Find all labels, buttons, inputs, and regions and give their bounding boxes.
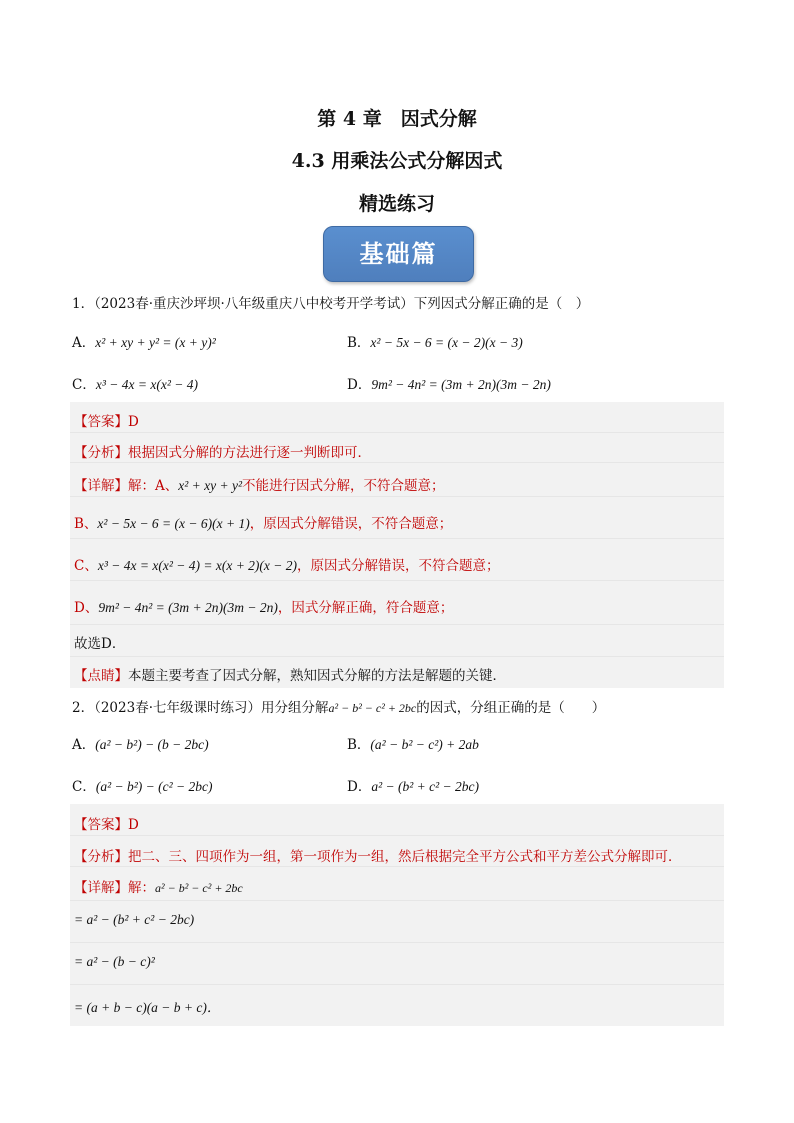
answer-value: D: [128, 414, 139, 430]
divider: [70, 462, 724, 463]
q1-option-a: [72, 331, 216, 351]
divider: [70, 538, 724, 539]
option-math: (a² − b²) − (b − 2bc): [95, 737, 209, 752]
detail-math: x² + xy + y²: [178, 478, 243, 493]
chapter-title: 第 4 章 因式分解: [317, 108, 477, 130]
q2-step-2: = a² − (b − c)²: [74, 954, 155, 969]
detail-tag: 【详解】: [74, 880, 128, 896]
subtitle: 精选练习: [358, 193, 435, 215]
detail-post: ，原因式分解错误，不符合题意；: [249, 516, 453, 532]
stem-post: 的因式，分组正确的是（ ）: [416, 700, 606, 716]
option-math: a² − (b² + c² − 2bc): [371, 779, 480, 794]
q2-answer: [74, 813, 139, 833]
option-label: D．: [347, 779, 372, 795]
divider: [70, 580, 724, 581]
divider: [70, 656, 724, 657]
divider: [70, 835, 724, 836]
detail-post: 不能进行因式分解，不符合题意；: [242, 478, 445, 494]
option-label: D．: [347, 377, 372, 393]
level-badge: 基础篇: [323, 226, 474, 282]
divider: [70, 942, 724, 943]
option-math: x³ − 4x = x(x² − 4): [95, 377, 198, 392]
detail-pre: 解：: [128, 880, 155, 896]
stem-pre: 2．（2023春·七年级课时练习）用分组分解: [72, 700, 329, 716]
q2-step-1: = a² − (b² + c² − 2bc): [74, 912, 195, 927]
q2-step-3: = (a + b − c)(a − b + c)．: [74, 1000, 221, 1015]
q2-detail: [74, 876, 243, 896]
divider: [70, 984, 724, 985]
q1-option-d: [347, 373, 551, 393]
q1-answer: [74, 410, 139, 430]
detail-post: ，因式分解正确，符合题意；: [277, 600, 454, 616]
option-label: C．: [72, 377, 96, 393]
point-text: 本题主要考查了因式分解，熟知因式分解的方法是解题的关键．: [128, 668, 506, 684]
option-math: (a² − b² − c²) + 2ab: [370, 737, 479, 752]
divider: [70, 496, 724, 497]
analysis-tag: 【分析】: [74, 445, 128, 461]
answer-tag: 【答案】: [74, 414, 128, 430]
q1-detail-line-d: [74, 596, 453, 616]
detail-pre: B、: [74, 516, 98, 532]
question-1-stem: 1．（2023春·重庆沙坪坝·八年级重庆八中校考开学考试）下列因式分解正确的是（ ）: [72, 296, 590, 312]
option-label: B．: [347, 335, 371, 351]
detail-post: ，原因式分解错误，不符合题意；: [297, 558, 500, 574]
divider: [70, 900, 724, 901]
option-label: B．: [347, 737, 371, 753]
q1-point: [74, 664, 506, 684]
divider: [70, 866, 724, 867]
q2-option-d: [347, 775, 479, 795]
q1-option-c: [72, 373, 198, 393]
option-label: A．: [72, 737, 96, 753]
analysis-tag: 【分析】: [74, 849, 128, 865]
section-title: 4.3 用乘法公式分解因式: [291, 150, 503, 172]
option-math: (a² − b²) − (c² − 2bc): [95, 779, 213, 794]
detail-math: a² − b² − c² + 2bc: [155, 881, 243, 895]
q1-analysis: [74, 441, 371, 461]
conclusion-text: 故选D．: [74, 636, 126, 652]
option-label: A．: [72, 335, 96, 351]
q1-detail-line-b: [74, 512, 452, 532]
detail-math: x² − 5x − 6 = (x − 6)(x + 1): [97, 516, 250, 531]
point-tag: 【点睛】: [74, 668, 128, 684]
option-label: C．: [72, 779, 96, 795]
option-math: x² + xy + y² = (x + y)²: [95, 335, 216, 350]
answer-value: D: [128, 817, 139, 833]
stem-math: a² − b² − c² + 2bc: [328, 701, 417, 715]
q2-option-a: [72, 733, 209, 753]
option-math: x² − 5x − 6 = (x − 2)(x − 3): [370, 335, 523, 350]
detail-pre: D、: [74, 600, 99, 616]
detail-tag: 【详解】: [74, 478, 128, 494]
option-math: 9m² − 4n² = (3m + 2n)(3m − 2n): [371, 377, 551, 392]
q2-option-b: [347, 733, 479, 753]
divider: [70, 624, 724, 625]
q1-detail-line-c: [74, 554, 500, 574]
q1-conclusion: [74, 632, 125, 652]
q2-analysis: [74, 845, 682, 865]
detail-math: 9m² − 4n² = (3m + 2n)(3m − 2n): [98, 600, 278, 615]
detail-pre: 解：A、: [128, 478, 179, 494]
divider: [70, 432, 724, 433]
q1-detail-line-a: [74, 474, 445, 494]
analysis-text: 把二、三、四项作为一组，第一项作为一组，然后根据完全平方公式和平方差公式分解即可．: [128, 849, 682, 865]
q2-option-c: [72, 775, 213, 795]
answer-tag: 【答案】: [74, 817, 128, 833]
question-2-stem: [72, 696, 605, 716]
q1-option-b: [347, 331, 523, 351]
analysis-text: 根据因式分解的方法进行逐一判断即可．: [128, 445, 371, 461]
detail-pre: C、: [74, 558, 98, 574]
detail-math: x³ − 4x = x(x² − 4) = x(x + 2)(x − 2): [97, 558, 298, 573]
